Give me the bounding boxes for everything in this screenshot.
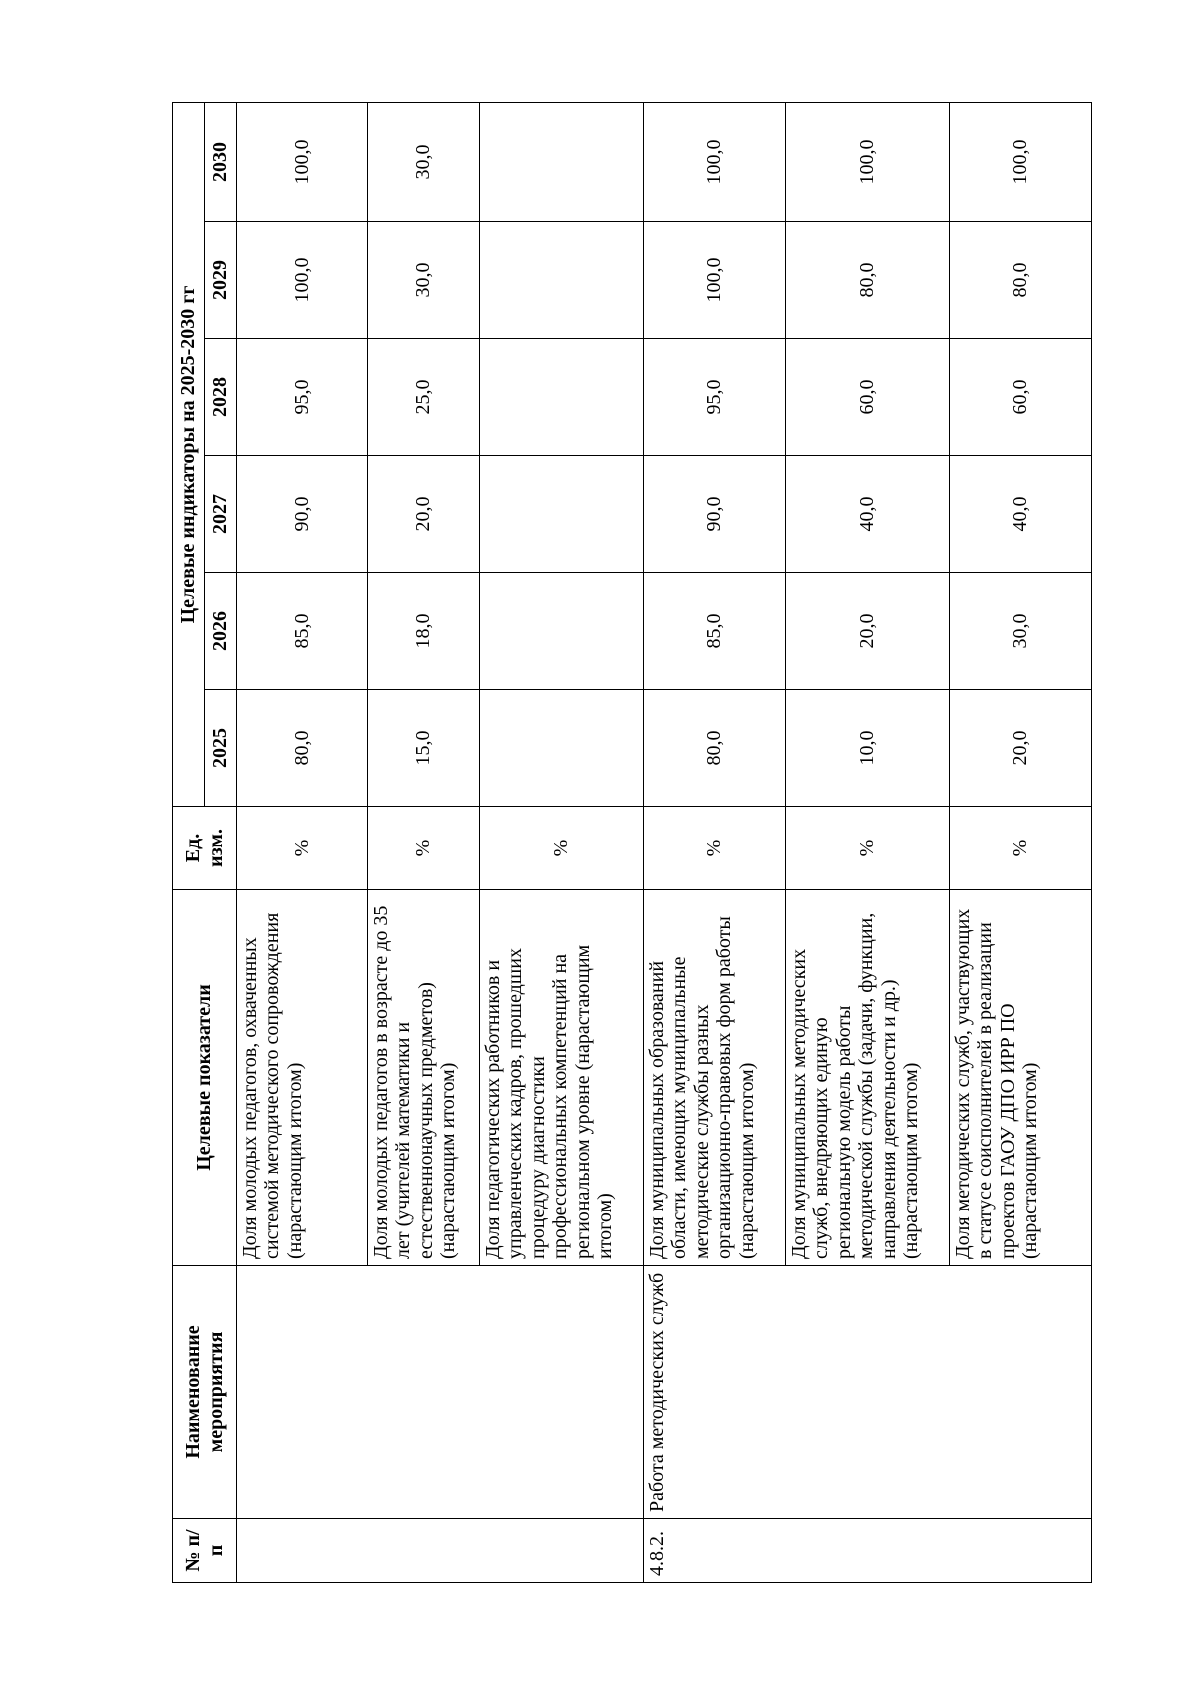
header-row-top: [173, 102, 205, 1582]
value-cell: 85,0: [237, 573, 368, 690]
value-cell: 90,0: [237, 456, 368, 573]
value-cell: 80,0: [950, 222, 1092, 339]
indicators-table: [172, 102, 1092, 1583]
value-cell: 80,0: [644, 690, 786, 807]
row-num-cell: 4.8.2.: [644, 1519, 1092, 1583]
indicator-cell: Доля молодых педагогов в возрасте до 35 лет (учителей математики и естественнонаучных предметов) (нарастающим итогом): [368, 890, 480, 1266]
value-cell: 20,0: [368, 456, 480, 573]
indicator-cell: Доля молодых педагогов, охваченных системой методического сопровождения (нарастающим итогом): [237, 890, 368, 1266]
header-year: 2028: [205, 339, 237, 456]
header-year: 2030: [205, 102, 237, 221]
value-cell: 100,0: [644, 222, 786, 339]
unit-cell: %: [950, 807, 1092, 890]
header-year: 2026: [205, 573, 237, 690]
header-year: 2027: [205, 456, 237, 573]
value-cell: 18,0: [368, 573, 480, 690]
header-year: 2025: [205, 690, 237, 807]
value-cell: 100,0: [237, 102, 368, 221]
value-cell: 80,0: [237, 690, 368, 807]
value-cell: 95,0: [644, 339, 786, 456]
value-cell: 100,0: [644, 102, 786, 221]
value-cell: 20,0: [950, 690, 1092, 807]
value-cell: [480, 573, 644, 690]
value-cell: 30,0: [368, 222, 480, 339]
value-cell: [480, 339, 644, 456]
value-cell: 40,0: [950, 456, 1092, 573]
value-cell: 100,0: [950, 102, 1092, 221]
value-cell: 80,0: [786, 222, 950, 339]
value-cell: 60,0: [950, 339, 1092, 456]
value-cell: 40,0: [786, 456, 950, 573]
unit-cell: %: [644, 807, 786, 890]
unit-cell: %: [480, 807, 644, 890]
value-cell: 10,0: [786, 690, 950, 807]
value-cell: 15,0: [368, 690, 480, 807]
indicator-cell: Доля методических служб, участвующих в статусе соисполнителей в реализации проектов ГАОУ ДПО ИРР ПО (нарастающим итогом): [950, 890, 1092, 1266]
event-name-cell: Работа методических служб: [644, 1266, 1092, 1519]
value-cell: 100,0: [786, 102, 950, 221]
indicator-cell: Доля муниципальных образований области, имеющих муниципальные методические службы разных организационно-правовых форм работы (нарастающим итогом): [644, 890, 786, 1266]
header-event: Наименование мероприятия: [173, 1266, 237, 1519]
table-row: [644, 102, 786, 1582]
header-num: № п/п: [173, 1519, 237, 1583]
value-cell: 95,0: [237, 339, 368, 456]
header-unit: Ед. изм.: [173, 807, 237, 890]
row-num-cell: [237, 1519, 644, 1583]
table-row: [237, 102, 368, 1582]
value-cell: 30,0: [950, 573, 1092, 690]
value-cell: 25,0: [368, 339, 480, 456]
value-cell: [480, 456, 644, 573]
value-cell: 60,0: [786, 339, 950, 456]
unit-cell: %: [786, 807, 950, 890]
value-cell: [480, 102, 644, 221]
unit-cell: %: [237, 807, 368, 890]
value-cell: 100,0: [237, 222, 368, 339]
rotated-table-container: [172, 103, 1068, 1583]
indicator-cell: Доля муниципальных методических служб, внедряющих единую региональную модель работы методической службы (задачи, функции, направления деятельности и др.) (нарастающим итогом): [786, 890, 950, 1266]
value-cell: 20,0: [786, 573, 950, 690]
value-cell: 90,0: [644, 456, 786, 573]
unit-cell: %: [368, 807, 480, 890]
event-name-cell: [237, 1266, 644, 1519]
value-cell: [480, 222, 644, 339]
value-cell: [480, 690, 644, 807]
header-targets: Целевые индикаторы на 2025-2030 гг: [173, 102, 205, 806]
value-cell: 30,0: [368, 102, 480, 221]
header-year: 2029: [205, 222, 237, 339]
header-indicator: Целевые показатели: [173, 890, 237, 1266]
value-cell: 85,0: [644, 573, 786, 690]
indicator-cell: Доля педагогических работников и управленческих кадров, прошедших процедуру диагностики профессиональных компетенций на региональном уровне (нарастающим итогом): [480, 890, 644, 1266]
